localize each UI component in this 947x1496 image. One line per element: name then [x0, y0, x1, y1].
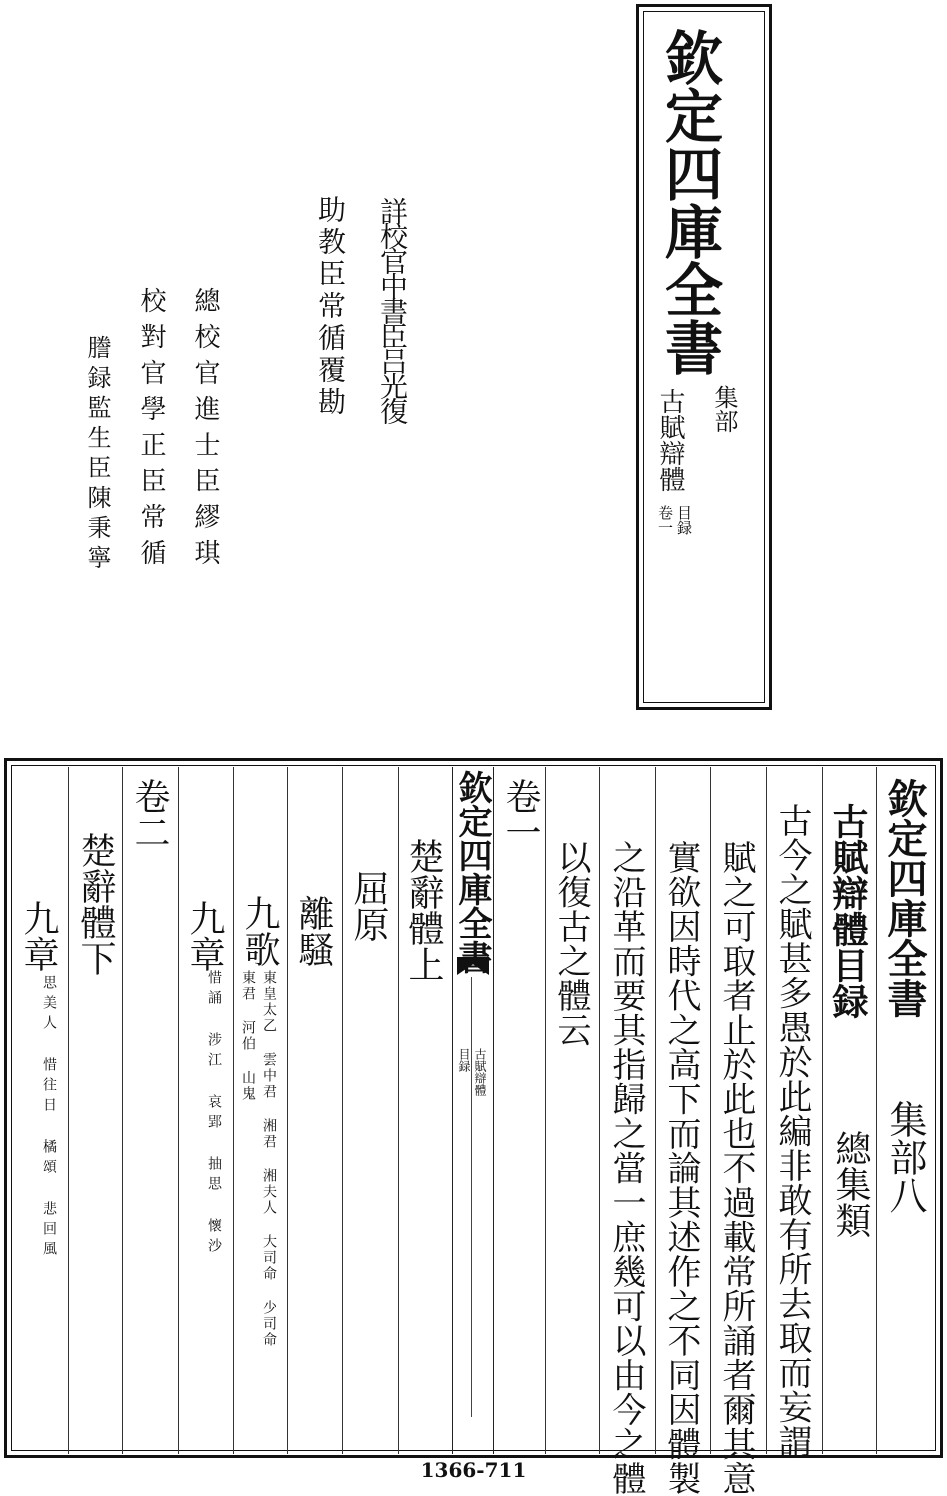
chuci-up: 楚辭體上: [403, 838, 444, 982]
official-col3: 總校官進士臣繆琪: [190, 287, 220, 575]
jiuge-items-2: 東君 河伯 山鬼: [240, 970, 256, 1102]
page-category: 總集類: [830, 1130, 871, 1238]
cover-main-title: 欽定四庫全書: [655, 28, 723, 376]
official-col1: 詳校官中書臣吕光復: [376, 197, 409, 422]
lisao: 離騷: [293, 895, 334, 967]
juan-1-heading: 卷一: [500, 778, 541, 850]
jiuzhang-2: 九章: [18, 900, 59, 972]
column-rule: [599, 767, 600, 1454]
juan-2-heading: 卷二: [129, 778, 170, 850]
column-rule: [766, 767, 767, 1454]
jiuge-items: 東皇太乙 雲中君 湘君 湘夫人 大司命 少司命: [261, 970, 277, 1348]
jiuzhang: 九章: [184, 900, 225, 972]
fold-header: 欽定四庫全書: [452, 770, 492, 974]
preface-line: 實欲因時代之高下而論其述作之不同因體製: [661, 840, 701, 1496]
page-title: 古賦辯體目録: [827, 803, 869, 1019]
preface-line: 古今之賦甚多愚於此編非敢有所去取而妄謂: [772, 803, 812, 1459]
column-rule: [545, 767, 546, 1454]
jiuzhang-items: 惜誦 涉江 哀郢 抽思 懷沙: [206, 970, 222, 1258]
fold-title: 古賦辯體: [473, 1048, 487, 1096]
jiuzhang-2-items: 思美人 惜往日 橘頌 悲回風: [41, 975, 57, 1261]
official-col5: 謄録監生臣陳秉寧: [83, 335, 111, 575]
cover-section: 集部: [710, 385, 738, 433]
page-header-category: 集部八: [883, 1100, 927, 1214]
quyuan: 屈原: [348, 870, 389, 942]
fold-rule: [471, 977, 472, 1417]
jiuge: 九歌: [239, 895, 280, 967]
chuci-down: 楚辭體下: [75, 832, 116, 976]
preface-line: 之沿革而要其指歸之當一庶幾可以由今之體: [606, 840, 646, 1496]
column-rule: [822, 767, 823, 1454]
page-number: 1366-711: [420, 1458, 527, 1482]
column-rule: [233, 767, 234, 1454]
column-rule: [876, 767, 877, 1454]
column-rule: [122, 767, 123, 1454]
column-rule: [342, 767, 343, 1454]
cover-book-title: 古賦辯體: [655, 388, 685, 492]
column-rule: [710, 767, 711, 1454]
fold-sub: 目録: [457, 1048, 471, 1072]
column-rule: [287, 767, 288, 1454]
column-rule: [178, 767, 179, 1454]
preface-line: 賦之可取者止於此也不過載常所誦者爾其意: [716, 840, 756, 1496]
official-col4: 校對官學正臣常循: [136, 287, 166, 575]
official-col2: 助教臣常循覆勘: [314, 195, 347, 419]
page-header: 欽定四庫全書: [881, 778, 928, 1018]
column-rule: [68, 767, 69, 1454]
cover-volume: 卷一: [656, 505, 674, 535]
column-rule: [398, 767, 399, 1454]
preface-line: 以復古之體云: [551, 840, 591, 1047]
cover-book-sub: 目録: [675, 505, 693, 535]
column-rule: [655, 767, 656, 1454]
